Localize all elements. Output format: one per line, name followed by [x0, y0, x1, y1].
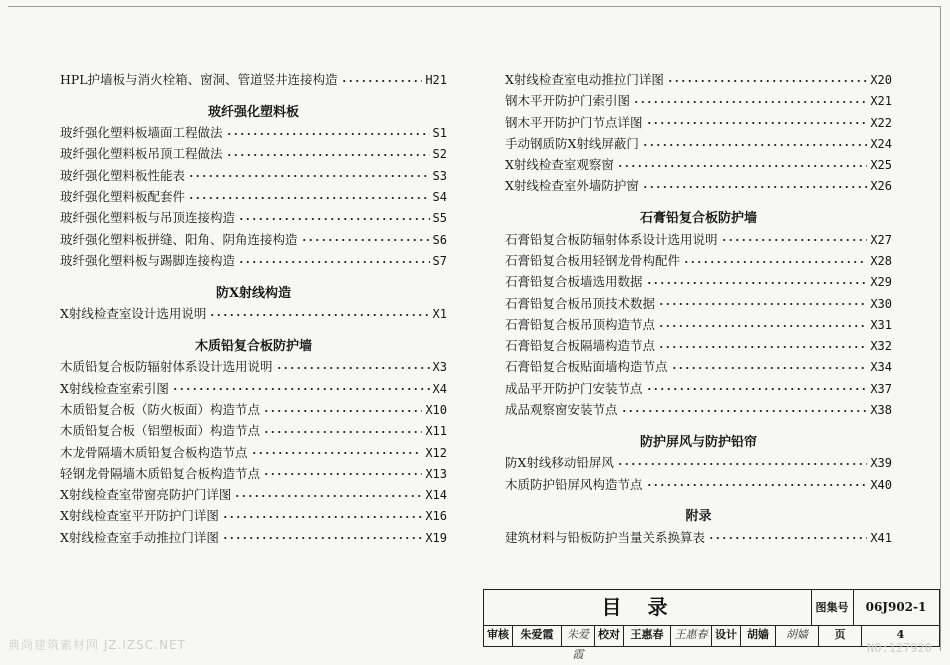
dot-leader	[617, 461, 867, 467]
dot-leader	[226, 152, 430, 158]
toc-entry-title: 成品平开防护门安装节点	[505, 380, 643, 396]
dot-leader	[646, 280, 868, 286]
dot-leader	[633, 99, 867, 105]
toc-entry-code: X21	[870, 94, 892, 109]
dot-leader	[617, 163, 867, 169]
dot-leader	[209, 312, 429, 318]
toc-entry-title: X射线检查室设计选用说明	[60, 306, 207, 322]
dot-leader	[276, 365, 430, 371]
toc-entry-title: X射线检查室外墙防护窗	[505, 178, 639, 194]
toc-entry-title: 钢木平开防护门索引图	[505, 93, 631, 109]
check-signature: 王惠春	[671, 625, 712, 646]
check-name: 王惠春	[624, 625, 671, 646]
toc-entry-code: X38	[870, 403, 892, 418]
toc-entry-title: 石膏铅复合板墙选用数据	[505, 274, 643, 290]
toc-entry-title: 石膏铅复合板吊顶技术数据	[505, 295, 656, 311]
toc-entry	[60, 464, 447, 485]
toc-entry-title: 轻钢龙骨隔墙木质铅复合板构造节点	[60, 465, 261, 481]
toc-entry-title: 石膏铅复合板防辐射体系设计选用说明	[505, 231, 718, 247]
toc-entry	[505, 379, 892, 400]
dot-leader	[642, 142, 867, 148]
toc-entry-title: 石膏铅复合板贴面墙构造节点	[505, 359, 668, 375]
dot-leader	[667, 78, 867, 84]
toc-entry-title: 木质防护铅屏风构造节点	[505, 476, 643, 492]
toc-entry-title: 木质铅复合板（防火板面）构造节点	[60, 401, 261, 417]
toc-entry-code: X10	[425, 402, 447, 417]
dot-leader	[188, 195, 430, 201]
dot-leader	[238, 216, 430, 222]
dot-leader	[301, 237, 430, 243]
toc-entry-title: 木质铅复合板（铝塑板面）构造节点	[60, 423, 261, 439]
toc-entry-code: S3	[432, 168, 447, 183]
toc-entry	[60, 506, 447, 527]
toc-entry-title: X射线检查室观察窗	[505, 157, 614, 173]
toc-entry-code: X40	[870, 477, 892, 492]
toc-entry-title: X射线检查室索引图	[60, 380, 169, 396]
spacer	[505, 496, 892, 507]
toc-entry-code: X4	[432, 381, 447, 396]
watermark-right: NO:127920	[866, 641, 932, 655]
toc-entry	[60, 400, 447, 421]
dot-leader	[642, 184, 867, 190]
toc-entry-title: 玻纤强化塑料板墙面工程做法	[60, 125, 223, 141]
section-heading: 石膏铅复合板防护墙	[639, 211, 757, 227]
spacer	[505, 198, 892, 209]
toc-entry	[505, 155, 892, 176]
toc-entry-code: X29	[870, 275, 892, 290]
dot-leader	[621, 408, 868, 414]
toc-right-column	[505, 70, 892, 549]
toc-entry	[505, 272, 892, 293]
sheet-title: 目录	[484, 590, 812, 625]
page-label: 页	[819, 625, 862, 646]
toc-entry-code: S2	[432, 147, 447, 162]
dot-leader	[263, 408, 422, 414]
toc-entry-title: 玻纤强化塑料板配套件	[60, 189, 186, 205]
spacer	[60, 91, 447, 102]
toc-entry	[505, 315, 892, 336]
dot-leader	[222, 514, 422, 520]
toc-left-column	[60, 70, 447, 549]
toc-entry-code: S1	[432, 126, 447, 141]
toc-entry	[60, 421, 447, 442]
toc-entry-code: X31	[870, 317, 892, 332]
dot-leader	[646, 120, 868, 126]
review-label: 审核	[484, 625, 513, 646]
dot-leader	[658, 344, 867, 350]
review-name: 朱爱霞	[513, 625, 562, 646]
dot-leader	[251, 450, 423, 456]
toc-entry-title: 木质铅复合板防辐射体系设计选用说明	[60, 359, 273, 375]
toc-entry-title: 石膏铅复合板隔墙构造节点	[505, 338, 656, 354]
toc-entry	[60, 304, 447, 325]
toc-entry-code: S6	[432, 232, 447, 247]
dot-leader	[658, 301, 867, 307]
toc-entry-title: X射线检查室电动推拉门详图	[505, 72, 664, 87]
toc-entry	[60, 123, 447, 144]
toc-entry-code: X41	[870, 530, 892, 545]
toc-entry-code: X28	[870, 253, 892, 268]
atlas-number-label: 图集号	[811, 590, 854, 625]
toc-entry-title: 玻纤强化塑料板与踢脚连接构造	[60, 252, 236, 268]
dot-leader	[341, 78, 423, 84]
toc-entry-code: X25	[870, 158, 892, 173]
toc-entry-code: X27	[870, 232, 892, 247]
toc-entry-title: 玻纤强化塑料板与吊顶连接构造	[60, 210, 236, 226]
section-heading: 木质铅复合板防护墙	[194, 339, 312, 355]
toc-entry-title: 玻纤强化塑料板性能表	[60, 167, 186, 183]
toc-entry	[60, 357, 447, 378]
design-signature: 胡嫱	[776, 625, 819, 646]
toc-entry	[505, 475, 892, 496]
toc-entry-title: 玻纤强化塑料板吊顶工程做法	[60, 146, 223, 162]
toc-entry	[60, 230, 447, 251]
toc-entry-code: S4	[432, 190, 447, 205]
section-heading: 玻纤强化塑料板	[207, 104, 299, 120]
dot-leader	[172, 386, 430, 392]
dot-leader	[683, 259, 867, 265]
toc-entry-code: X1	[432, 307, 447, 322]
dot-leader	[222, 535, 422, 541]
section-heading: 防护屏风与防护铅帘	[639, 434, 757, 450]
toc-entry-code: X24	[870, 136, 892, 151]
page-number: 4	[896, 628, 905, 641]
toc-entry	[505, 336, 892, 357]
dot-leader	[646, 386, 868, 392]
toc-entry-title: 石膏铅复合板吊顶构造节点	[505, 316, 656, 332]
toc-entry-title: 钢木平开防护门节点详图	[505, 114, 643, 130]
toc-entry-title: 建筑材料与铅板防护当量关系换算表	[505, 529, 706, 545]
dot-leader	[226, 131, 430, 137]
dot-leader	[188, 173, 430, 179]
spacer	[60, 325, 447, 336]
toc-entry	[505, 453, 892, 474]
toc-entry-code: H21	[425, 73, 447, 87]
dot-leader	[234, 493, 422, 499]
toc-entry-title: X射线检查室平开防护门详图	[60, 508, 219, 524]
toc-entry	[60, 528, 447, 549]
toc-entry	[505, 91, 892, 112]
toc-entry-code: X11	[425, 424, 447, 439]
toc-entry-code: S7	[432, 253, 447, 268]
section-heading: 附录	[685, 509, 712, 525]
toc-entry	[60, 443, 447, 464]
toc-entry-code: X20	[870, 73, 892, 87]
toc-entry	[60, 208, 447, 229]
review-signature: 朱爱霞	[562, 625, 595, 646]
toc-entry-code: X22	[870, 115, 892, 130]
toc-entry	[60, 70, 447, 91]
toc-entry-title: 成品观察窗安装节点	[505, 402, 618, 418]
toc-entry-title: X射线检查室带窗亮防护门详图	[60, 487, 232, 503]
dot-leader	[721, 237, 868, 243]
toc-entry-code: X19	[425, 530, 447, 545]
toc-entry-title: 木龙骨隔墙木质铅复合板构造节点	[60, 444, 248, 460]
toc-entry	[505, 134, 892, 155]
spacer	[60, 272, 447, 283]
toc-entry-title: 石膏铅复合板用轻钢龙骨构配件	[505, 252, 681, 268]
dot-leader	[708, 535, 867, 541]
toc-entry	[505, 251, 892, 272]
toc-entry	[60, 166, 447, 187]
toc-entry-code: X32	[870, 339, 892, 354]
toc-entry	[505, 176, 892, 197]
toc-entry-code: X30	[870, 296, 892, 311]
toc-entry	[505, 528, 892, 549]
dot-leader	[646, 482, 868, 488]
atlas-number: 06J902-1	[865, 600, 927, 614]
toc-entry-title: 手动钢质防X射线屏蔽门	[505, 135, 639, 151]
toc-entry	[505, 70, 892, 91]
toc-entry	[60, 485, 447, 506]
toc-entry	[505, 400, 892, 421]
toc-entry-title: 防X射线移动铅屏风	[505, 455, 614, 471]
design-name: 胡嫱	[741, 625, 776, 646]
dot-leader	[658, 323, 867, 329]
toc-entry	[505, 294, 892, 315]
toc-entry	[505, 113, 892, 134]
toc-entry	[505, 230, 892, 251]
toc-entry-code: X14	[425, 488, 447, 503]
watermark-left: 典尚建筑素材网 JZ.IZSC.NET	[8, 638, 186, 652]
toc-entry-code: S5	[432, 211, 447, 226]
toc-entry	[60, 144, 447, 165]
toc-entry-title: 玻纤强化塑料板拼缝、阳角、阴角连接构造	[60, 231, 298, 247]
toc-entry-title: X射线检查室手动推拉门详图	[60, 529, 219, 545]
toc-entry-code: X39	[870, 456, 892, 471]
toc-entry	[60, 379, 447, 400]
toc-entry-code: X34	[870, 360, 892, 375]
section-heading: 防X射线构造	[215, 285, 292, 301]
check-label: 校对	[595, 625, 624, 646]
toc-entry-code: X26	[870, 179, 892, 194]
design-label: 设计	[712, 625, 741, 646]
dot-leader	[263, 471, 422, 477]
toc-entry-code: X3	[432, 360, 447, 375]
dot-leader	[263, 429, 422, 435]
toc-entry	[60, 187, 447, 208]
toc-entry-title: HPL护墙板与消火栓箱、窗洞、管道竖井连接构造	[60, 72, 338, 87]
toc-entry	[60, 251, 447, 272]
toc-entry	[505, 357, 892, 378]
dot-leader	[671, 365, 868, 371]
toc-entry-code: X12	[425, 445, 447, 460]
toc-entry-code: X37	[870, 381, 892, 396]
dot-leader	[238, 259, 430, 265]
toc-entry-code: X16	[425, 509, 447, 524]
toc-entry-code: X13	[425, 466, 447, 481]
spacer	[505, 421, 892, 432]
